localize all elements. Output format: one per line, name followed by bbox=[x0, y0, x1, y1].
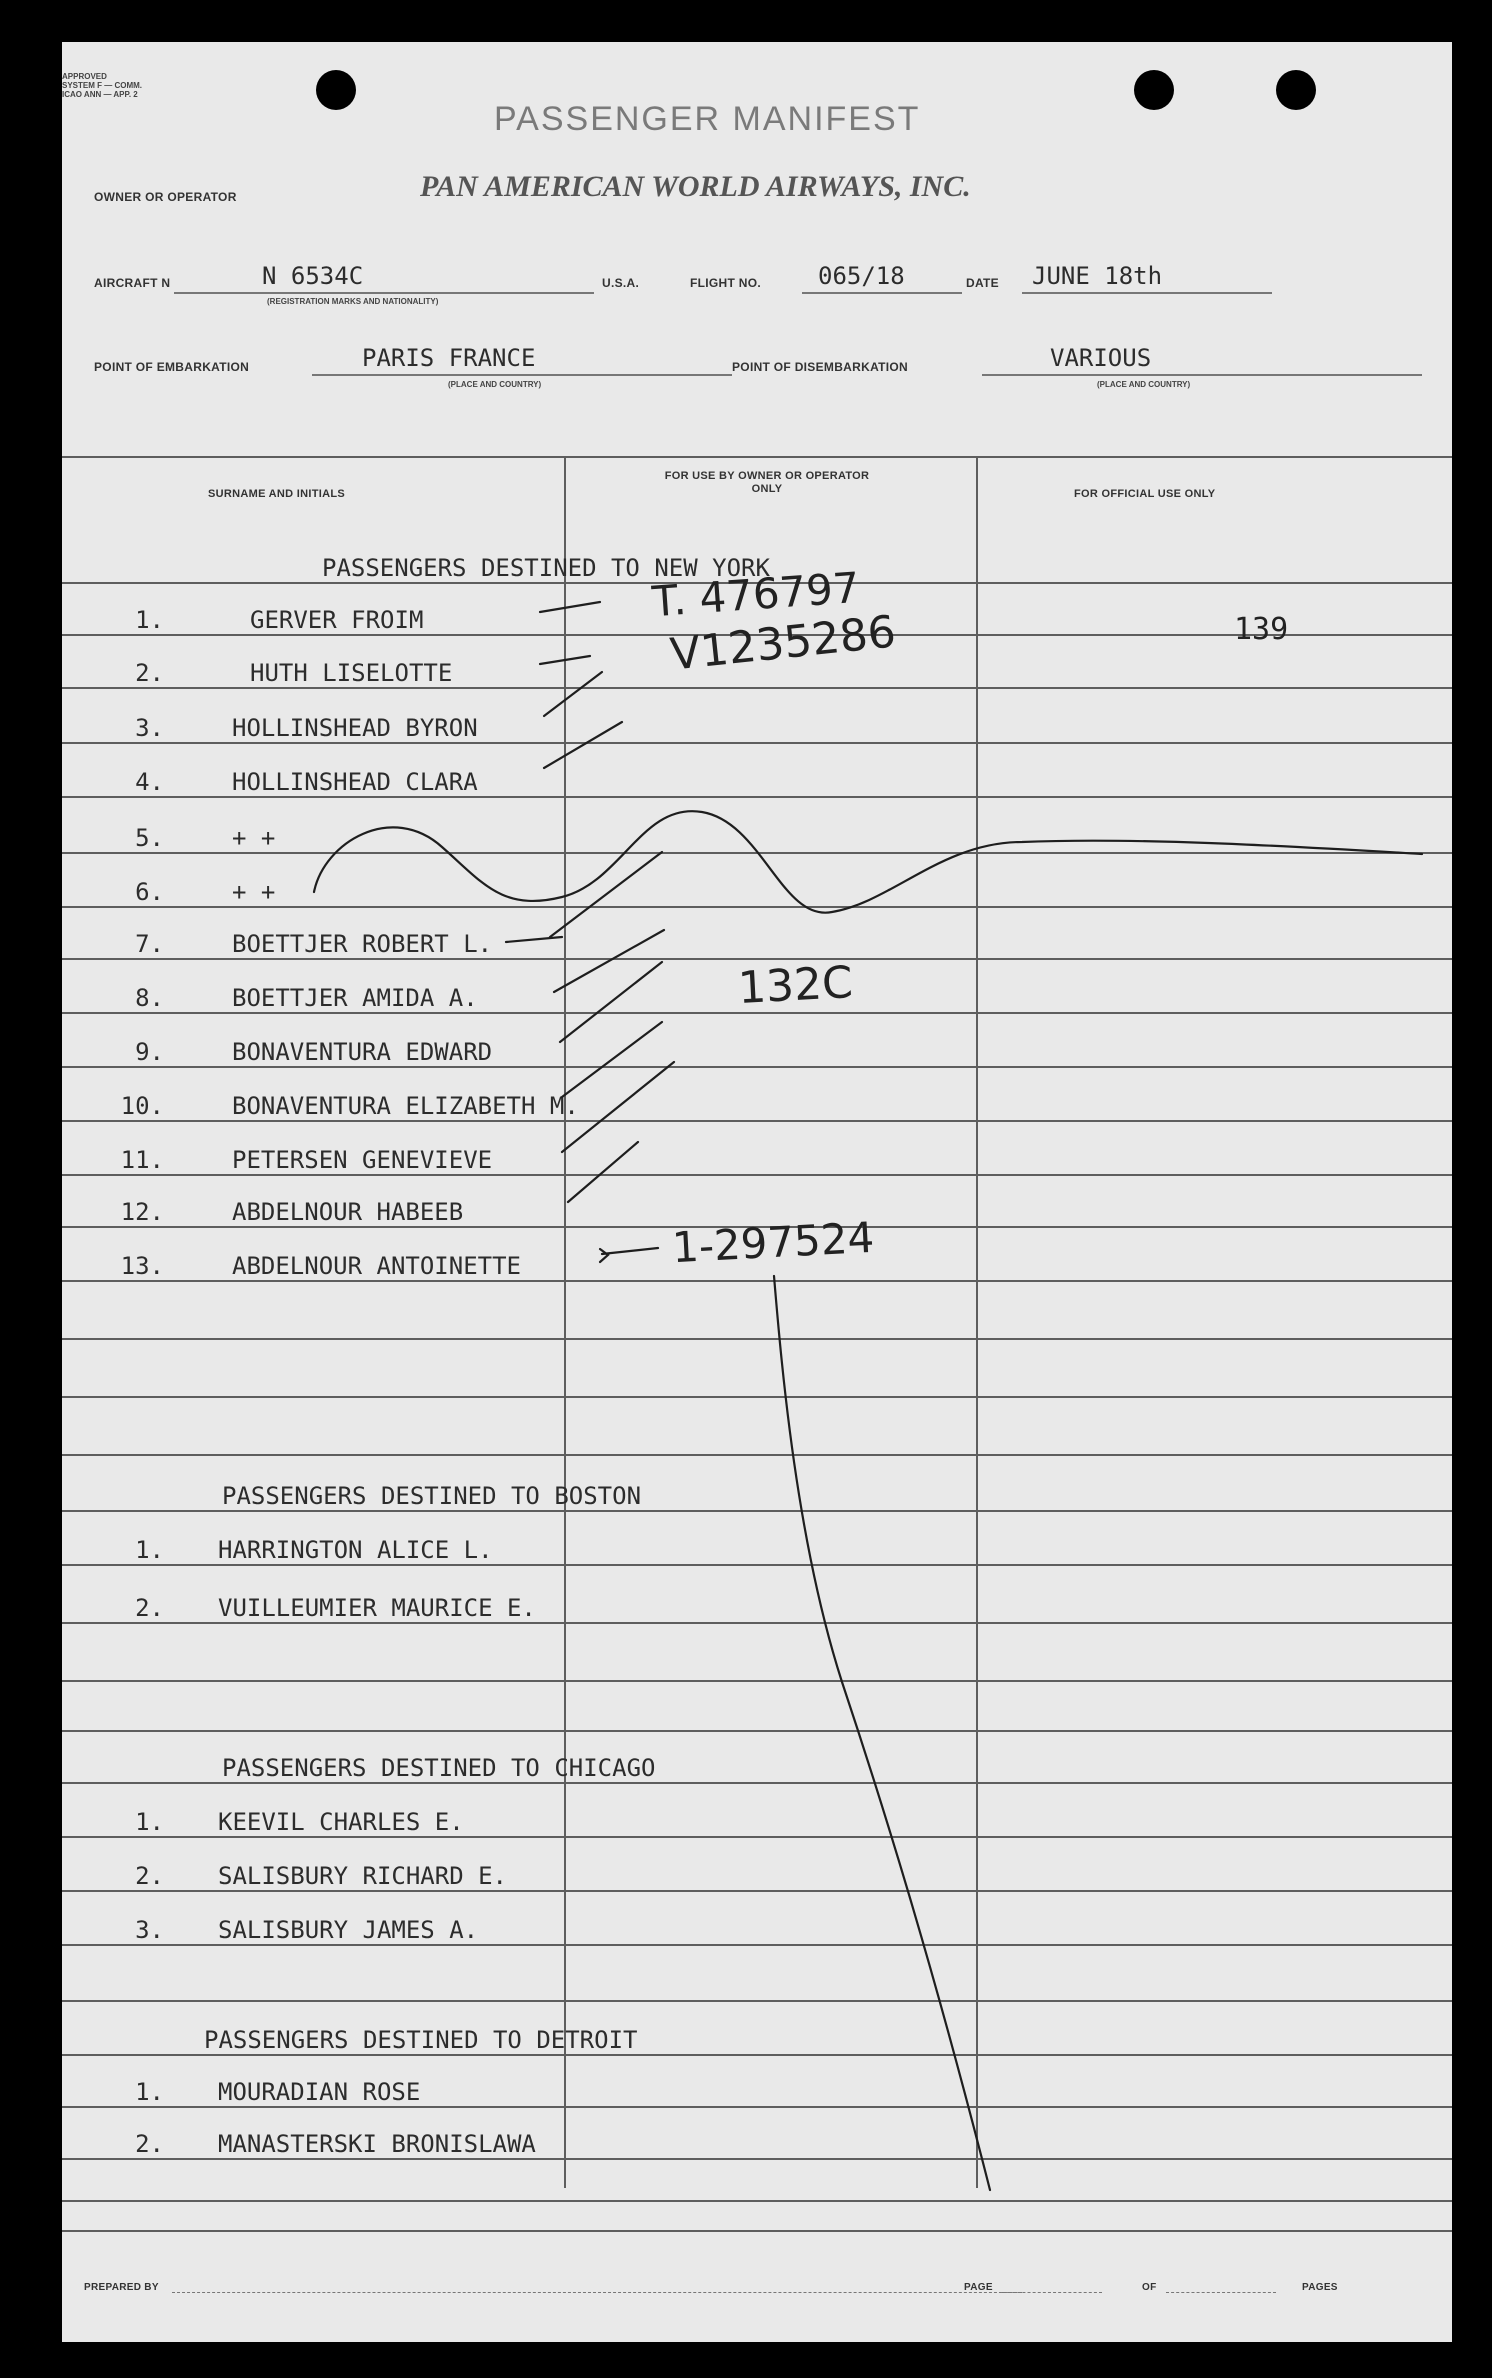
passenger-name: PETERSEN GENEVIEVE bbox=[232, 1146, 493, 1174]
passenger-number: 6. bbox=[135, 878, 164, 906]
passenger-name: HARRINGTON ALICE L. bbox=[218, 1536, 493, 1564]
handwritten-note: 1-297524 bbox=[670, 1212, 876, 1273]
flight-number: 065/18 bbox=[818, 262, 905, 290]
manifest-sheet bbox=[62, 42, 1452, 2342]
aircraft-label: AIRCRAFT N bbox=[94, 276, 171, 290]
passenger-name: MOURADIAN ROSE bbox=[218, 2078, 421, 2106]
official-note: 139 bbox=[1234, 612, 1289, 647]
passenger-number: 4. bbox=[135, 768, 164, 796]
passenger-number: 9. bbox=[135, 1038, 164, 1066]
disembarkation-sub-label: (PLACE AND COUNTRY) bbox=[1097, 380, 1191, 389]
group-heading: PASSENGERS DESTINED TO DETROIT bbox=[204, 2026, 638, 2054]
date-label: DATE bbox=[966, 276, 999, 290]
passenger-number: 1. bbox=[135, 1808, 164, 1836]
passenger-number: 8. bbox=[135, 984, 164, 1012]
passenger-name: HUTH LISELOTTE bbox=[250, 659, 453, 687]
official-column-header: FOR OFFICIAL USE ONLY bbox=[1074, 488, 1216, 500]
page-title: PASSENGER MANIFEST bbox=[494, 100, 921, 138]
passenger-name: HOLLINSHEAD BYRON bbox=[232, 714, 478, 742]
passenger-number: 1. bbox=[135, 2078, 164, 2106]
passenger-name: + + bbox=[232, 878, 276, 906]
aircraft-country: U.S.A. bbox=[602, 276, 640, 290]
aircraft-sub-label: (REGISTRATION MARKS AND NATIONALITY) bbox=[267, 297, 439, 306]
group-heading: PASSENGERS DESTINED TO CHICAGO bbox=[222, 1754, 656, 1782]
disembarkation-label: POINT OF DISEMBARKATION bbox=[732, 360, 909, 374]
stamp-line: SYSTEM F — COMM. bbox=[62, 81, 142, 90]
flight-label: FLIGHT NO. bbox=[690, 276, 761, 290]
passenger-name: VUILLEUMIER MAURICE E. bbox=[218, 1594, 536, 1622]
passenger-number: 2. bbox=[135, 1594, 164, 1622]
embarkation-sub-label: (PLACE AND COUNTRY) bbox=[448, 380, 542, 389]
handwritten-note: T. 476797 bbox=[650, 562, 862, 627]
group-heading: PASSENGERS DESTINED TO NEW YORK bbox=[322, 554, 770, 582]
passenger-name: KEEVIL CHARLES E. bbox=[218, 1808, 464, 1836]
group-heading: PASSENGERS DESTINED TO BOSTON bbox=[222, 1482, 642, 1510]
handwritten-note: V1235286 bbox=[667, 606, 899, 681]
passenger-number: 3. bbox=[135, 1916, 164, 1944]
passenger-number: 7. bbox=[135, 930, 164, 958]
handwritten-note: 132C bbox=[736, 957, 854, 1014]
flight-date: JUNE 18th bbox=[1032, 262, 1163, 290]
prepared-by-label: PREPARED BY bbox=[84, 2282, 159, 2293]
passenger-name: BONAVENTURA ELIZABETH M. bbox=[232, 1092, 579, 1120]
passenger-name: SALISBURY RICHARD E. bbox=[218, 1862, 507, 1890]
passenger-name: BONAVENTURA EDWARD bbox=[232, 1038, 493, 1066]
embarkation-place: PARIS FRANCE bbox=[362, 344, 536, 372]
passenger-number: 11. bbox=[120, 1146, 164, 1174]
passenger-name: ABDELNOUR ANTOINETTE bbox=[232, 1252, 521, 1280]
passenger-name: SALISBURY JAMES A. bbox=[218, 1916, 479, 1944]
passenger-number: 13. bbox=[120, 1252, 164, 1280]
passenger-name: ABDELNOUR HABEEB bbox=[232, 1198, 464, 1226]
passenger-number: 10. bbox=[120, 1092, 164, 1120]
of-label: OF bbox=[1142, 2282, 1157, 2293]
aircraft-registration: N 6534C bbox=[262, 262, 364, 290]
passenger-name: GERVER FROIM bbox=[250, 606, 424, 634]
owner-column-header-text: FOR USE BY OWNER OR OPERATOR ONLY bbox=[664, 470, 870, 495]
passenger-name: BOETTJER ROBERT L. bbox=[232, 930, 493, 958]
passenger-number: 2. bbox=[135, 1862, 164, 1890]
passenger-number: 2. bbox=[135, 2130, 164, 2158]
stamp-line: APPROVED bbox=[62, 72, 107, 81]
owner-label: OWNER OR OPERATOR bbox=[94, 190, 237, 204]
disembarkation-place: VARIOUS bbox=[1050, 344, 1152, 372]
passenger-name: + + bbox=[232, 824, 276, 852]
passenger-number: 12. bbox=[120, 1198, 164, 1226]
embarkation-label: POINT OF EMBARKATION bbox=[94, 360, 250, 374]
passenger-name: HOLLINSHEAD CLARA bbox=[232, 768, 478, 796]
stamp-line: ICAO ANN — APP. 2 bbox=[62, 90, 138, 99]
passenger-name: BOETTJER AMIDA A. bbox=[232, 984, 478, 1012]
passenger-number: 1. bbox=[135, 1536, 164, 1564]
passenger-number: 5. bbox=[135, 824, 164, 852]
operator-name: PAN AMERICAN WORLD AIRWAYS, INC. bbox=[420, 170, 971, 203]
page-label: PAGE bbox=[964, 2282, 993, 2293]
passenger-number: 3. bbox=[135, 714, 164, 742]
pen-strokes bbox=[62, 42, 1452, 2342]
surname-column-header: SURNAME AND INITIALS bbox=[208, 488, 345, 500]
passenger-name: MANASTERSKI BRONISLAWA bbox=[218, 2130, 536, 2158]
passenger-number: 1. bbox=[135, 606, 164, 634]
pages-label: PAGES bbox=[1302, 2282, 1338, 2293]
passenger-number: 2. bbox=[135, 659, 164, 687]
